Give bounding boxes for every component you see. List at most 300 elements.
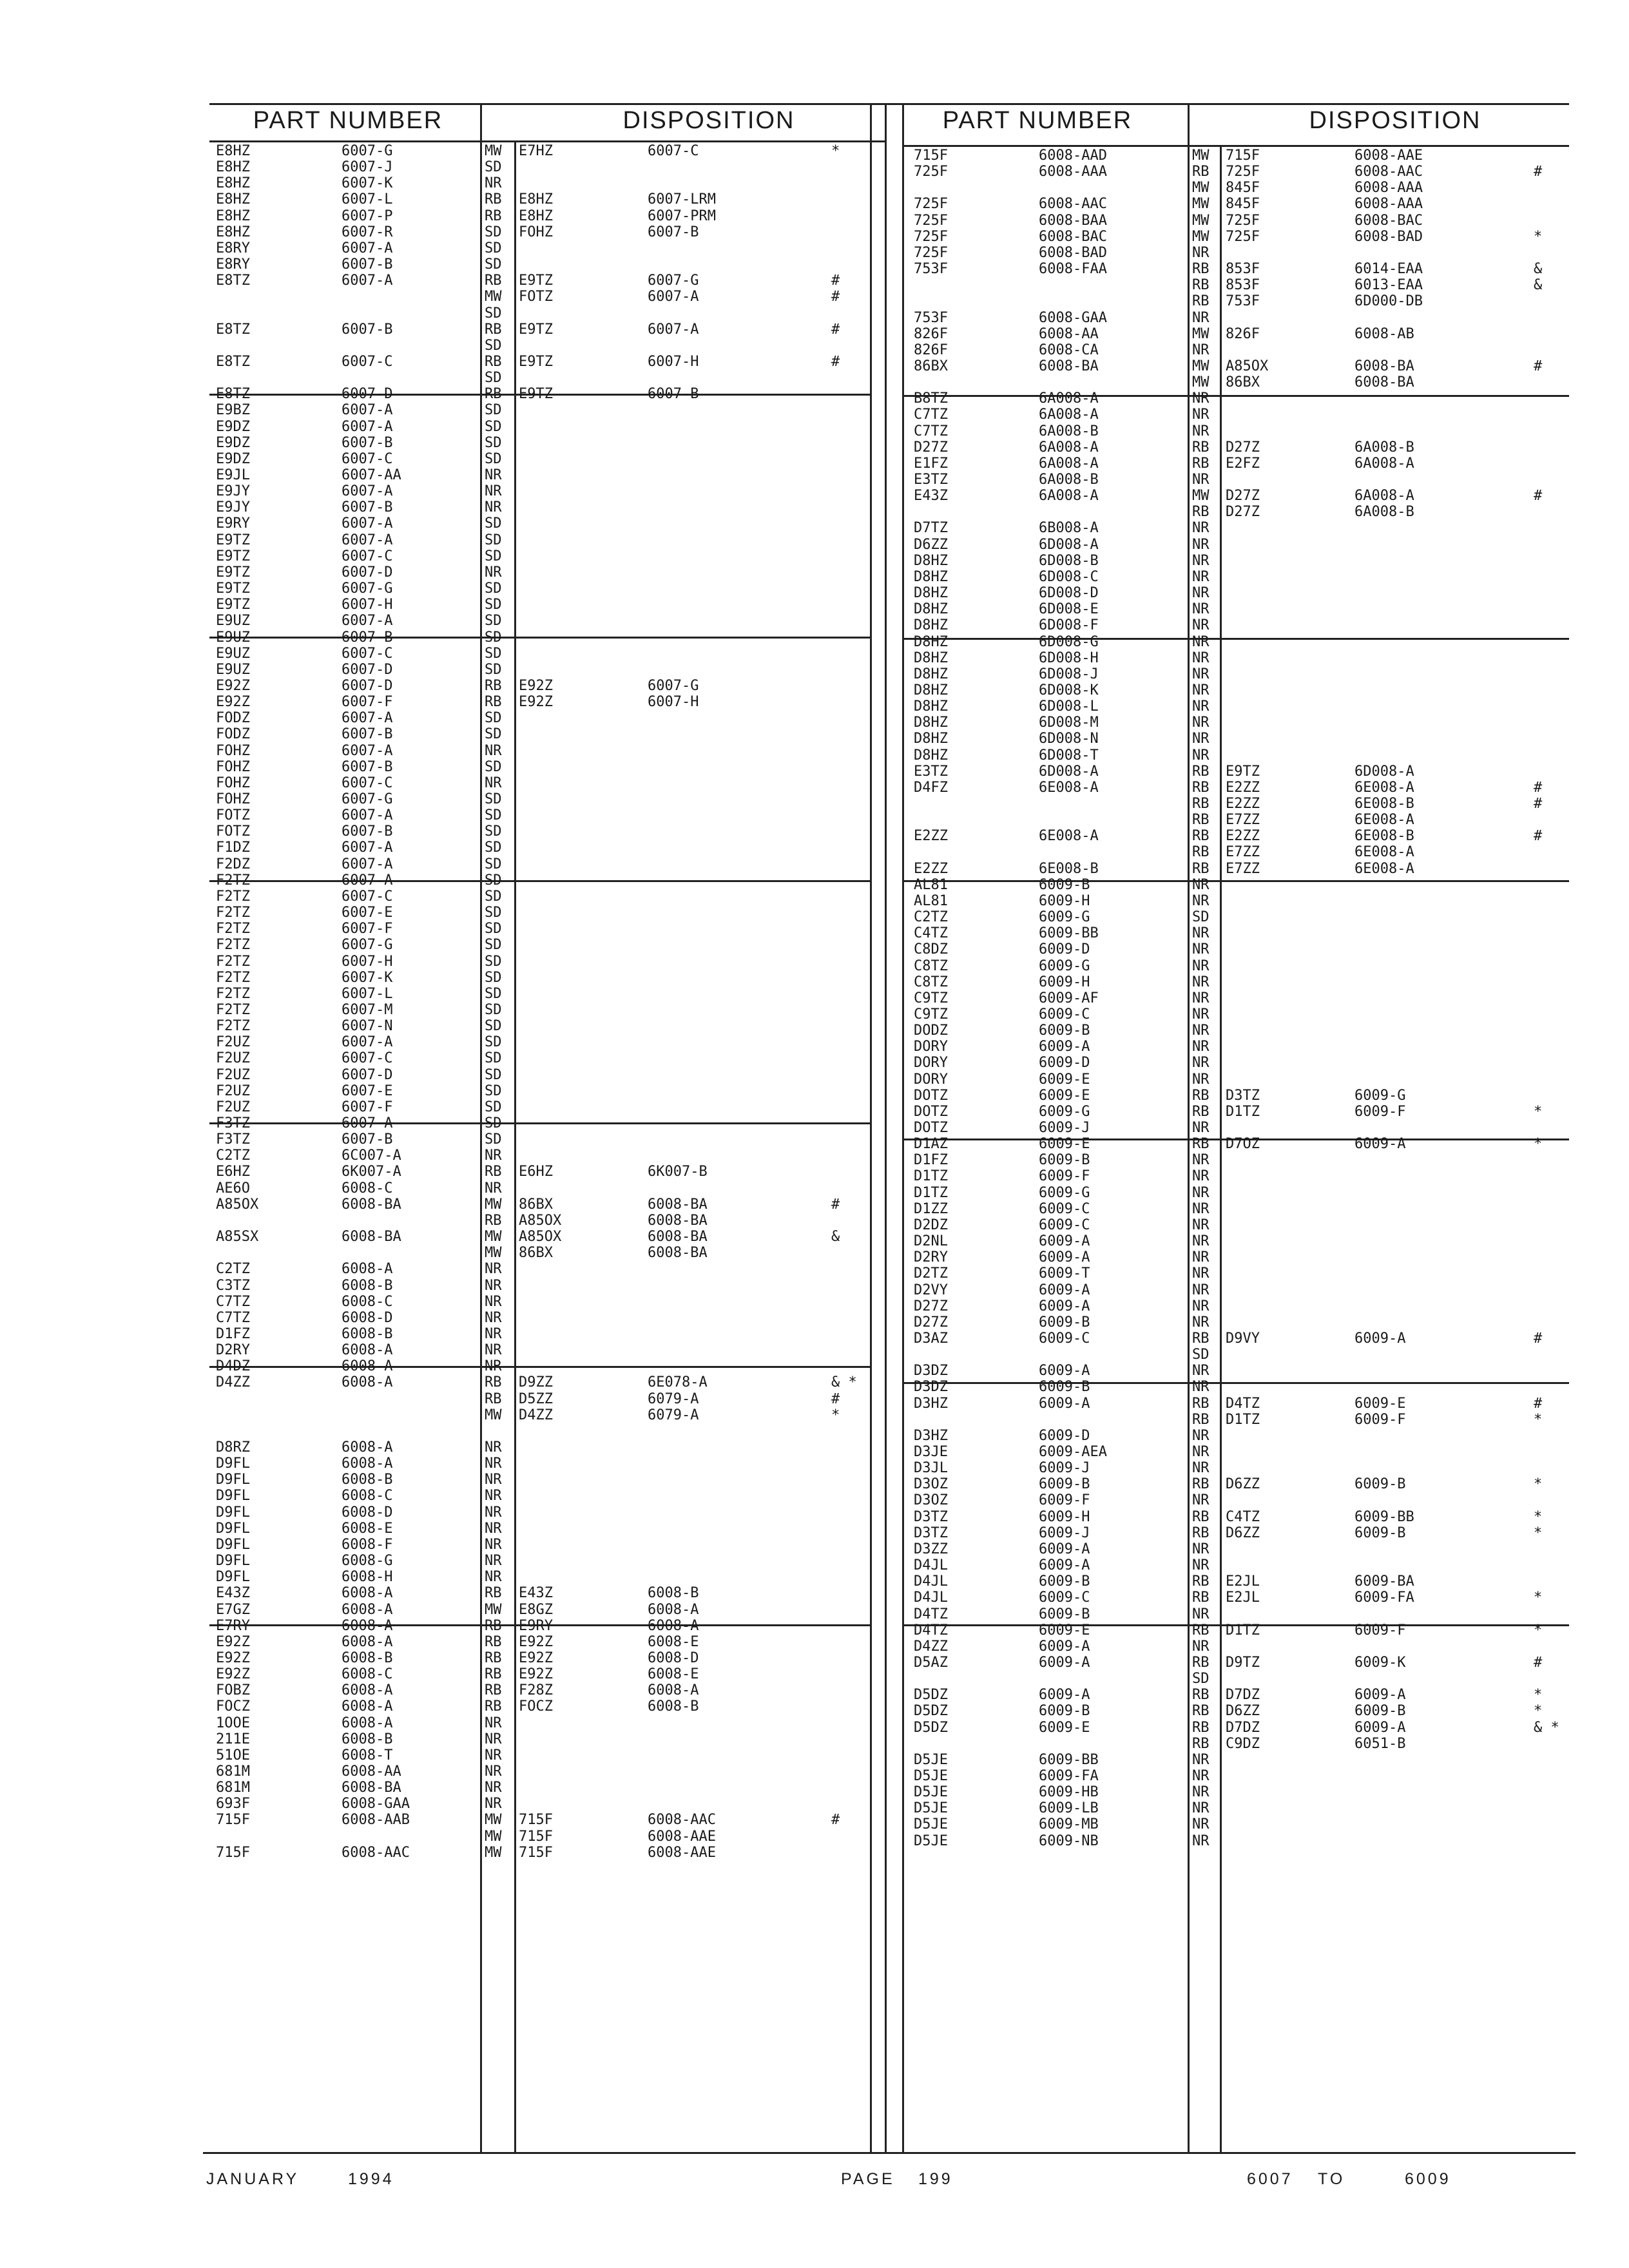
replacement-part: 853F (1226, 277, 1260, 294)
disposition-code: SD (485, 921, 502, 937)
part-number: D3OZ (914, 1492, 948, 1509)
part-number: E9JL (216, 467, 250, 483)
disposition-code: NR (1192, 568, 1210, 585)
part-suffix: 6008-A (342, 1585, 393, 1602)
part-suffix: 6007-E (342, 1082, 393, 1099)
disposition-code: NR (1192, 1460, 1210, 1477)
disposition-code: RB (485, 386, 502, 403)
part-suffix: 6009-B (1039, 1152, 1090, 1169)
part-number: D8RZ (216, 1439, 250, 1456)
part-number: D9FL (216, 1504, 250, 1521)
part-number: D8HZ (914, 552, 948, 569)
part-number: F2TZ (216, 1001, 250, 1018)
disposition-code: SD (485, 1066, 502, 1083)
replacement-suffix: 6008-E (648, 1666, 699, 1683)
disposition-code: NR (1192, 520, 1210, 537)
disposition-code: NR (1192, 1071, 1210, 1088)
disposition-code: NR (1192, 390, 1210, 407)
part-suffix: 6009-A (1039, 1363, 1090, 1379)
part-number: B8TZ (914, 390, 948, 407)
disposition-code: RB (1192, 1330, 1210, 1347)
disposition-code: SD (485, 532, 502, 548)
replacement-suffix: 6009-A (1354, 1719, 1406, 1736)
disposition-code: SD (485, 661, 502, 678)
replacement-part: E9TZ (519, 321, 553, 338)
replacement-suffix: 6008-AAE (648, 1828, 716, 1845)
disposition-code: MW (485, 1407, 502, 1423)
replacement-part: D1TZ (1226, 1411, 1260, 1428)
replacement-suffix: 6051-B (1354, 1735, 1406, 1752)
part-suffix: 6007-D (342, 661, 393, 678)
disposition-code: MW (485, 1229, 502, 1245)
disposition-code: SD (485, 953, 502, 970)
replacement-suffix: 6007-A (648, 321, 699, 338)
replacement-suffix: 6014-EAA (1354, 261, 1423, 278)
disposition-code: SD (485, 629, 502, 646)
part-number: DORY (914, 1055, 948, 1072)
disposition-code: SD (485, 726, 502, 743)
footer-range-end: 6009 (1405, 2170, 1451, 2188)
part-number: 753F (914, 309, 948, 326)
part-suffix: 6008-AAC (1039, 196, 1107, 213)
disposition-code: NR (485, 1536, 502, 1553)
part-number: DORY (914, 1039, 948, 1055)
part-suffix: 6007-J (342, 159, 393, 176)
replacement-suffix: 6009-F (1354, 1622, 1406, 1639)
part-suffix: 6008-A (342, 1342, 393, 1359)
part-suffix: 6009-B (1039, 1314, 1090, 1331)
part-number: E92Z (216, 694, 250, 711)
part-suffix: 6007-L (342, 985, 393, 1002)
part-suffix: 6D008-J (1039, 666, 1099, 682)
disposition-code: MW (1192, 325, 1210, 342)
part-suffix: 6009-C (1039, 1216, 1090, 1233)
part-suffix: 6009-B (1039, 1476, 1090, 1493)
note-mark: & (831, 1229, 840, 1245)
replacement-part: 845F (1226, 196, 1260, 213)
replacement-suffix: 6008-AAC (648, 1812, 716, 1829)
replacement-suffix: 6009-K (1354, 1654, 1406, 1671)
part-number: E8HZ (216, 207, 250, 224)
disposition-code: NR (1192, 1427, 1210, 1444)
replacement-part: D5ZZ (519, 1390, 553, 1407)
part-suffix: 6007-AA (342, 467, 401, 483)
part-suffix: 6D008-F (1039, 617, 1099, 634)
part-number: D1TZ (914, 1168, 948, 1185)
disposition-code: NR (485, 1180, 502, 1196)
replacement-part: 86BX (519, 1196, 553, 1213)
disposition-code: NR (485, 1261, 502, 1278)
replacement-part: A85OX (519, 1212, 562, 1229)
note-mark: # (1534, 358, 1543, 374)
part-suffix: 6D008-A (1039, 763, 1099, 780)
part-number: FOBZ (216, 1682, 250, 1699)
part-suffix: 6008-E (342, 1520, 393, 1537)
part-suffix: 6007-A (342, 1034, 393, 1051)
replacement-part: D6ZZ (1226, 1524, 1260, 1541)
section-rule (902, 638, 1569, 640)
bottom-rule (203, 2152, 1576, 2154)
replacement-part: D9TZ (1226, 1654, 1260, 1671)
note-mark: # (831, 321, 840, 338)
disposition-code: NR (1192, 1152, 1210, 1169)
part-number: D3ZZ (914, 1541, 948, 1557)
part-number: FOHZ (216, 758, 250, 775)
part-number: 753F (914, 261, 948, 278)
replacement-part: 725F (1226, 212, 1260, 229)
disposition-code: RB (485, 1617, 502, 1634)
disposition-code: NR (485, 1520, 502, 1537)
replacement-part: 86BX (519, 1245, 553, 1262)
section-rule (209, 1122, 870, 1124)
part-suffix: 6008-AAB (342, 1812, 410, 1829)
part-suffix: 6008-FAA (1039, 261, 1107, 278)
replacement-suffix: 6E008-B (1354, 828, 1414, 845)
part-suffix: 6008-F (342, 1536, 393, 1553)
part-number: FOCZ (216, 1698, 250, 1715)
part-number: D3DZ (914, 1379, 948, 1396)
part-number: D9FL (216, 1456, 250, 1472)
part-number: E9UZ (216, 645, 250, 662)
disposition-code: NR (1192, 423, 1210, 439)
part-suffix: 6008-CA (1039, 341, 1099, 358)
part-number: 826F (914, 325, 948, 342)
part-suffix: 6007-C (342, 450, 393, 467)
disposition-code: RB (1192, 1719, 1210, 1736)
part-number: E9BZ (216, 402, 250, 419)
part-number: 725F (914, 196, 948, 213)
part-number: FODZ (216, 710, 250, 727)
disposition-code: SD (485, 937, 502, 954)
disposition-code: NR (1192, 698, 1210, 715)
disposition-code: MW (1192, 488, 1210, 505)
part-suffix: 6007-H (342, 597, 393, 613)
disposition-code: RB (1192, 1622, 1210, 1639)
disposition-code: NR (1192, 1233, 1210, 1250)
part-number: FOHZ (216, 791, 250, 807)
disposition-code: NR (1192, 1606, 1210, 1622)
part-suffix: 6009-A (1039, 1039, 1090, 1055)
part-number: C7TZ (216, 1293, 250, 1310)
disposition-code: RB (1192, 860, 1210, 877)
disposition-code: SD (485, 515, 502, 532)
part-suffix: 6007-B (342, 434, 393, 451)
disposition-code: SD (485, 840, 502, 856)
disposition-code: NR (1192, 244, 1210, 261)
replacement-suffix: 6007-B (648, 386, 699, 403)
part-suffix: 6008-A (342, 1617, 393, 1634)
replacement-part: D9ZZ (519, 1374, 553, 1391)
note-mark: & (1534, 277, 1543, 294)
disposition-code: SD (485, 434, 502, 451)
part-number: D1TZ (914, 1184, 948, 1201)
replacement-suffix: 6E008-A (1354, 844, 1414, 861)
disposition-code: NR (1192, 585, 1210, 602)
note-mark: # (831, 1812, 840, 1829)
replacement-suffix: 6008-AAE (648, 1844, 716, 1861)
part-number: F2TZ (216, 953, 250, 970)
disposition-code: NR (1192, 925, 1210, 942)
replacement-part: E8HZ (519, 191, 553, 208)
part-suffix: 6009-J (1039, 1460, 1090, 1477)
part-suffix: 6009-J (1039, 1120, 1090, 1136)
part-number: F2TZ (216, 921, 250, 937)
part-number: F2UZ (216, 1050, 250, 1067)
replacement-suffix: 6A008-A (1354, 455, 1414, 472)
part-suffix: 6A008-B (1039, 472, 1099, 488)
replacement-part: E2JL (1226, 1573, 1260, 1590)
part-suffix: 6008-A (342, 1698, 393, 1715)
part-number: D9FL (216, 1520, 250, 1537)
disposition-code: NR (1192, 1039, 1210, 1055)
part-number: D3TZ (914, 1524, 948, 1541)
footer-range-to: TO (1318, 2170, 1345, 2188)
replacement-part: E9TZ (1226, 763, 1260, 780)
part-suffix: 6007-N (342, 1018, 393, 1035)
disposition-code: RB (1192, 293, 1210, 310)
disposition-code: RB (485, 207, 502, 224)
part-suffix: 6008-T (342, 1747, 393, 1763)
part-suffix: 6K007-A (342, 1164, 401, 1180)
disposition-code: RB (1192, 844, 1210, 861)
replacement-part: 725F (1226, 164, 1260, 180)
part-number: FODZ (216, 726, 250, 743)
disposition-code: NR (485, 175, 502, 192)
replacement-part: 826F (1226, 325, 1260, 342)
replacement-part: C4TZ (1226, 1508, 1260, 1525)
header-rule-right (902, 145, 1569, 147)
part-number: F2TZ (216, 888, 250, 905)
part-suffix: 6007-C (342, 888, 393, 905)
disposition-code: SD (485, 645, 502, 662)
part-number: D4TZ (914, 1622, 948, 1639)
replacement-suffix: 6009-BB (1354, 1508, 1414, 1525)
part-suffix: 6009-C (1039, 1200, 1090, 1217)
part-suffix: 6008-A (342, 1715, 393, 1731)
part-number: F2TZ (216, 905, 250, 921)
note-mark: & * (1534, 1719, 1559, 1736)
part-suffix: 6007-C (342, 353, 393, 370)
replacement-part: 725F (1226, 228, 1260, 245)
replacement-suffix: 6D000-DB (1354, 293, 1423, 310)
part-number: C7TZ (914, 407, 948, 423)
replacement-part: E2ZZ (1226, 796, 1260, 812)
part-suffix: 6007-M (342, 1001, 393, 1018)
part-suffix: 6008-C (342, 1488, 393, 1504)
part-suffix: 6007-D (342, 677, 393, 694)
part-suffix: 6007-A (342, 273, 393, 289)
replacement-suffix: 6009-A (1354, 1330, 1406, 1347)
disposition-code: NR (1192, 601, 1210, 618)
disposition-code: NR (1192, 1784, 1210, 1801)
part-suffix: 6009-B (1039, 1703, 1090, 1720)
part-number: E92Z (216, 1666, 250, 1683)
part-number: E92Z (216, 1649, 250, 1666)
part-suffix: 6007-A (342, 532, 393, 548)
note-mark: * (1534, 1411, 1543, 1428)
part-suffix: 6A008-B (1039, 423, 1099, 439)
part-suffix: 6B008-A (1039, 520, 1099, 537)
part-number: C7TZ (216, 1309, 250, 1326)
part-number: D4JL (914, 1573, 948, 1590)
footer-page-label: PAGE (841, 2170, 895, 2188)
replacement-part: 853F (1226, 261, 1260, 278)
footer-month: JANUARY (206, 2170, 300, 2188)
disposition-code: SD (485, 856, 502, 872)
part-suffix: 6009-A (1039, 1395, 1090, 1412)
part-suffix: 6D008-K (1039, 682, 1099, 698)
part-number: C2TZ (914, 909, 948, 926)
part-suffix: 6008-G (342, 1553, 393, 1570)
disposition-code: SD (485, 450, 502, 467)
disposition-code: NR (485, 1488, 502, 1504)
part-suffix: 6007-A (342, 515, 393, 532)
replacement-suffix: 6E078-A (648, 1374, 708, 1391)
part-number: A85OX (216, 1196, 259, 1213)
disposition-code: RB (1192, 828, 1210, 845)
disposition-code: MW (485, 143, 502, 159)
replacement-part: E7HZ (519, 143, 553, 159)
replacement-suffix: 6008-AAE (1354, 148, 1423, 164)
part-suffix: 6007-A (342, 418, 393, 435)
replacement-part: D4ZZ (519, 1407, 553, 1423)
disposition-code: SD (485, 1082, 502, 1099)
part-number: D3JL (914, 1460, 948, 1477)
part-suffix: 6E008-B (1039, 860, 1099, 877)
disposition-code: RB (485, 694, 502, 711)
part-number: FOHZ (216, 742, 250, 759)
part-number: DOTZ (914, 1120, 948, 1136)
part-suffix: 6009-F (1039, 1492, 1090, 1509)
part-suffix: 6007-A (342, 240, 393, 256)
part-suffix: 6009-B (1039, 1573, 1090, 1590)
part-number: E8RY (216, 256, 250, 273)
part-number: C2TZ (216, 1148, 250, 1164)
part-suffix: 6009-A (1039, 1249, 1090, 1266)
replacement-part: 715F (519, 1828, 553, 1845)
replacement-suffix: 6A008-A (1354, 488, 1414, 505)
part-number: D2RY (914, 1249, 948, 1266)
replacement-part: A85OX (519, 1229, 562, 1245)
disposition-code: NR (485, 1504, 502, 1521)
part-number: D5JE (914, 1784, 948, 1801)
part-number: D5AZ (914, 1654, 948, 1671)
disposition-code: RB (1192, 1703, 1210, 1720)
disposition-code: SD (1192, 1347, 1210, 1363)
note-mark: * (831, 143, 840, 159)
part-suffix: 6E008-A (1039, 779, 1099, 796)
disposition-code: NR (485, 564, 502, 581)
note-mark: * (1534, 1703, 1543, 1720)
note-mark: * (1534, 1687, 1543, 1704)
disposition-code: NR (485, 1293, 502, 1310)
note-mark: # (1534, 1654, 1543, 1671)
note-mark: # (831, 289, 840, 305)
part-suffix: 6008-A (342, 1633, 393, 1650)
disposition-code: NR (1192, 941, 1210, 958)
part-suffix: 6009-MB (1039, 1816, 1099, 1833)
part-number: AL81 (914, 892, 948, 909)
part-suffix: 6007-B (342, 499, 393, 516)
replacement-suffix: 6008-BA (1354, 374, 1414, 391)
replacement-part: 715F (1226, 148, 1260, 164)
disposition-code: NR (1192, 747, 1210, 764)
disposition-code: RB (485, 1212, 502, 1229)
replacement-part: E9RY (519, 1617, 553, 1634)
part-number: D7TZ (914, 520, 948, 537)
part-suffix: 6008-A (342, 1439, 393, 1456)
replacement-suffix: 6008-AAC (1354, 164, 1423, 180)
disposition-code: RB (1192, 796, 1210, 812)
note-mark: * (1534, 1622, 1543, 1639)
part-number: D4TZ (914, 1606, 948, 1622)
disposition-code: MW (485, 1812, 502, 1829)
replacement-part: FOHZ (519, 224, 553, 240)
part-number: D2DZ (914, 1216, 948, 1233)
disposition-code: MW (1192, 180, 1210, 197)
disposition-code: SD (485, 548, 502, 564)
part-suffix: 6008-BA (342, 1229, 401, 1245)
disposition-code: SD (485, 791, 502, 807)
replacement-part: E92Z (519, 1666, 553, 1683)
part-suffix: 6D008-L (1039, 698, 1099, 715)
part-number: DORY (914, 1071, 948, 1088)
disposition-code: RB (1192, 1136, 1210, 1153)
disposition-code: RB (1192, 504, 1210, 521)
disposition-code: SD (485, 597, 502, 613)
part-number: D3TZ (914, 1508, 948, 1525)
part-suffix: 6007-A (342, 872, 393, 889)
section-rule (209, 637, 870, 639)
part-suffix: 6008-AA (1039, 325, 1099, 342)
disposition-code: SD (485, 402, 502, 419)
part-suffix: 6009-A (1039, 1298, 1090, 1314)
disposition-code: SD (485, 1050, 502, 1067)
part-suffix: 6D008-E (1039, 601, 1099, 618)
disposition-code: RB (1192, 1087, 1210, 1104)
part-suffix: 6007-G (342, 791, 393, 807)
disposition-code: NR (485, 1277, 502, 1294)
part-number: F2TZ (216, 969, 250, 986)
header-rule-left (209, 140, 885, 142)
disposition-code: RB (1192, 1411, 1210, 1428)
disposition-code: SD (485, 240, 502, 256)
note-mark: # (1534, 1330, 1543, 1347)
part-number: D3HZ (914, 1427, 948, 1444)
disposition-code: NR (1192, 1557, 1210, 1574)
part-number: 715F (216, 1812, 250, 1829)
replacement-part: E2ZZ (1226, 779, 1260, 796)
part-number: D1ZZ (914, 1200, 948, 1217)
part-number: E9DZ (216, 418, 250, 435)
part-number: 715F (914, 148, 948, 164)
part-suffix: 6007-A (342, 840, 393, 856)
disposition-code: NR (1192, 1265, 1210, 1282)
disposition-code: SD (485, 969, 502, 986)
top-rule (209, 103, 1569, 105)
part-suffix: 6007-B (342, 823, 393, 840)
disposition-code: MW (485, 1601, 502, 1618)
part-number: D8HZ (914, 585, 948, 602)
replacement-part: E92Z (519, 1633, 553, 1650)
part-number: 715F (216, 1844, 250, 1861)
disposition-code: NR (1192, 1800, 1210, 1817)
note-mark: * (1534, 1524, 1543, 1541)
right-panel-edge (902, 103, 904, 2152)
part-number: D5JE (914, 1800, 948, 1817)
disposition-code: SD (485, 1018, 502, 1035)
part-suffix: 6A008-A (1039, 455, 1099, 472)
